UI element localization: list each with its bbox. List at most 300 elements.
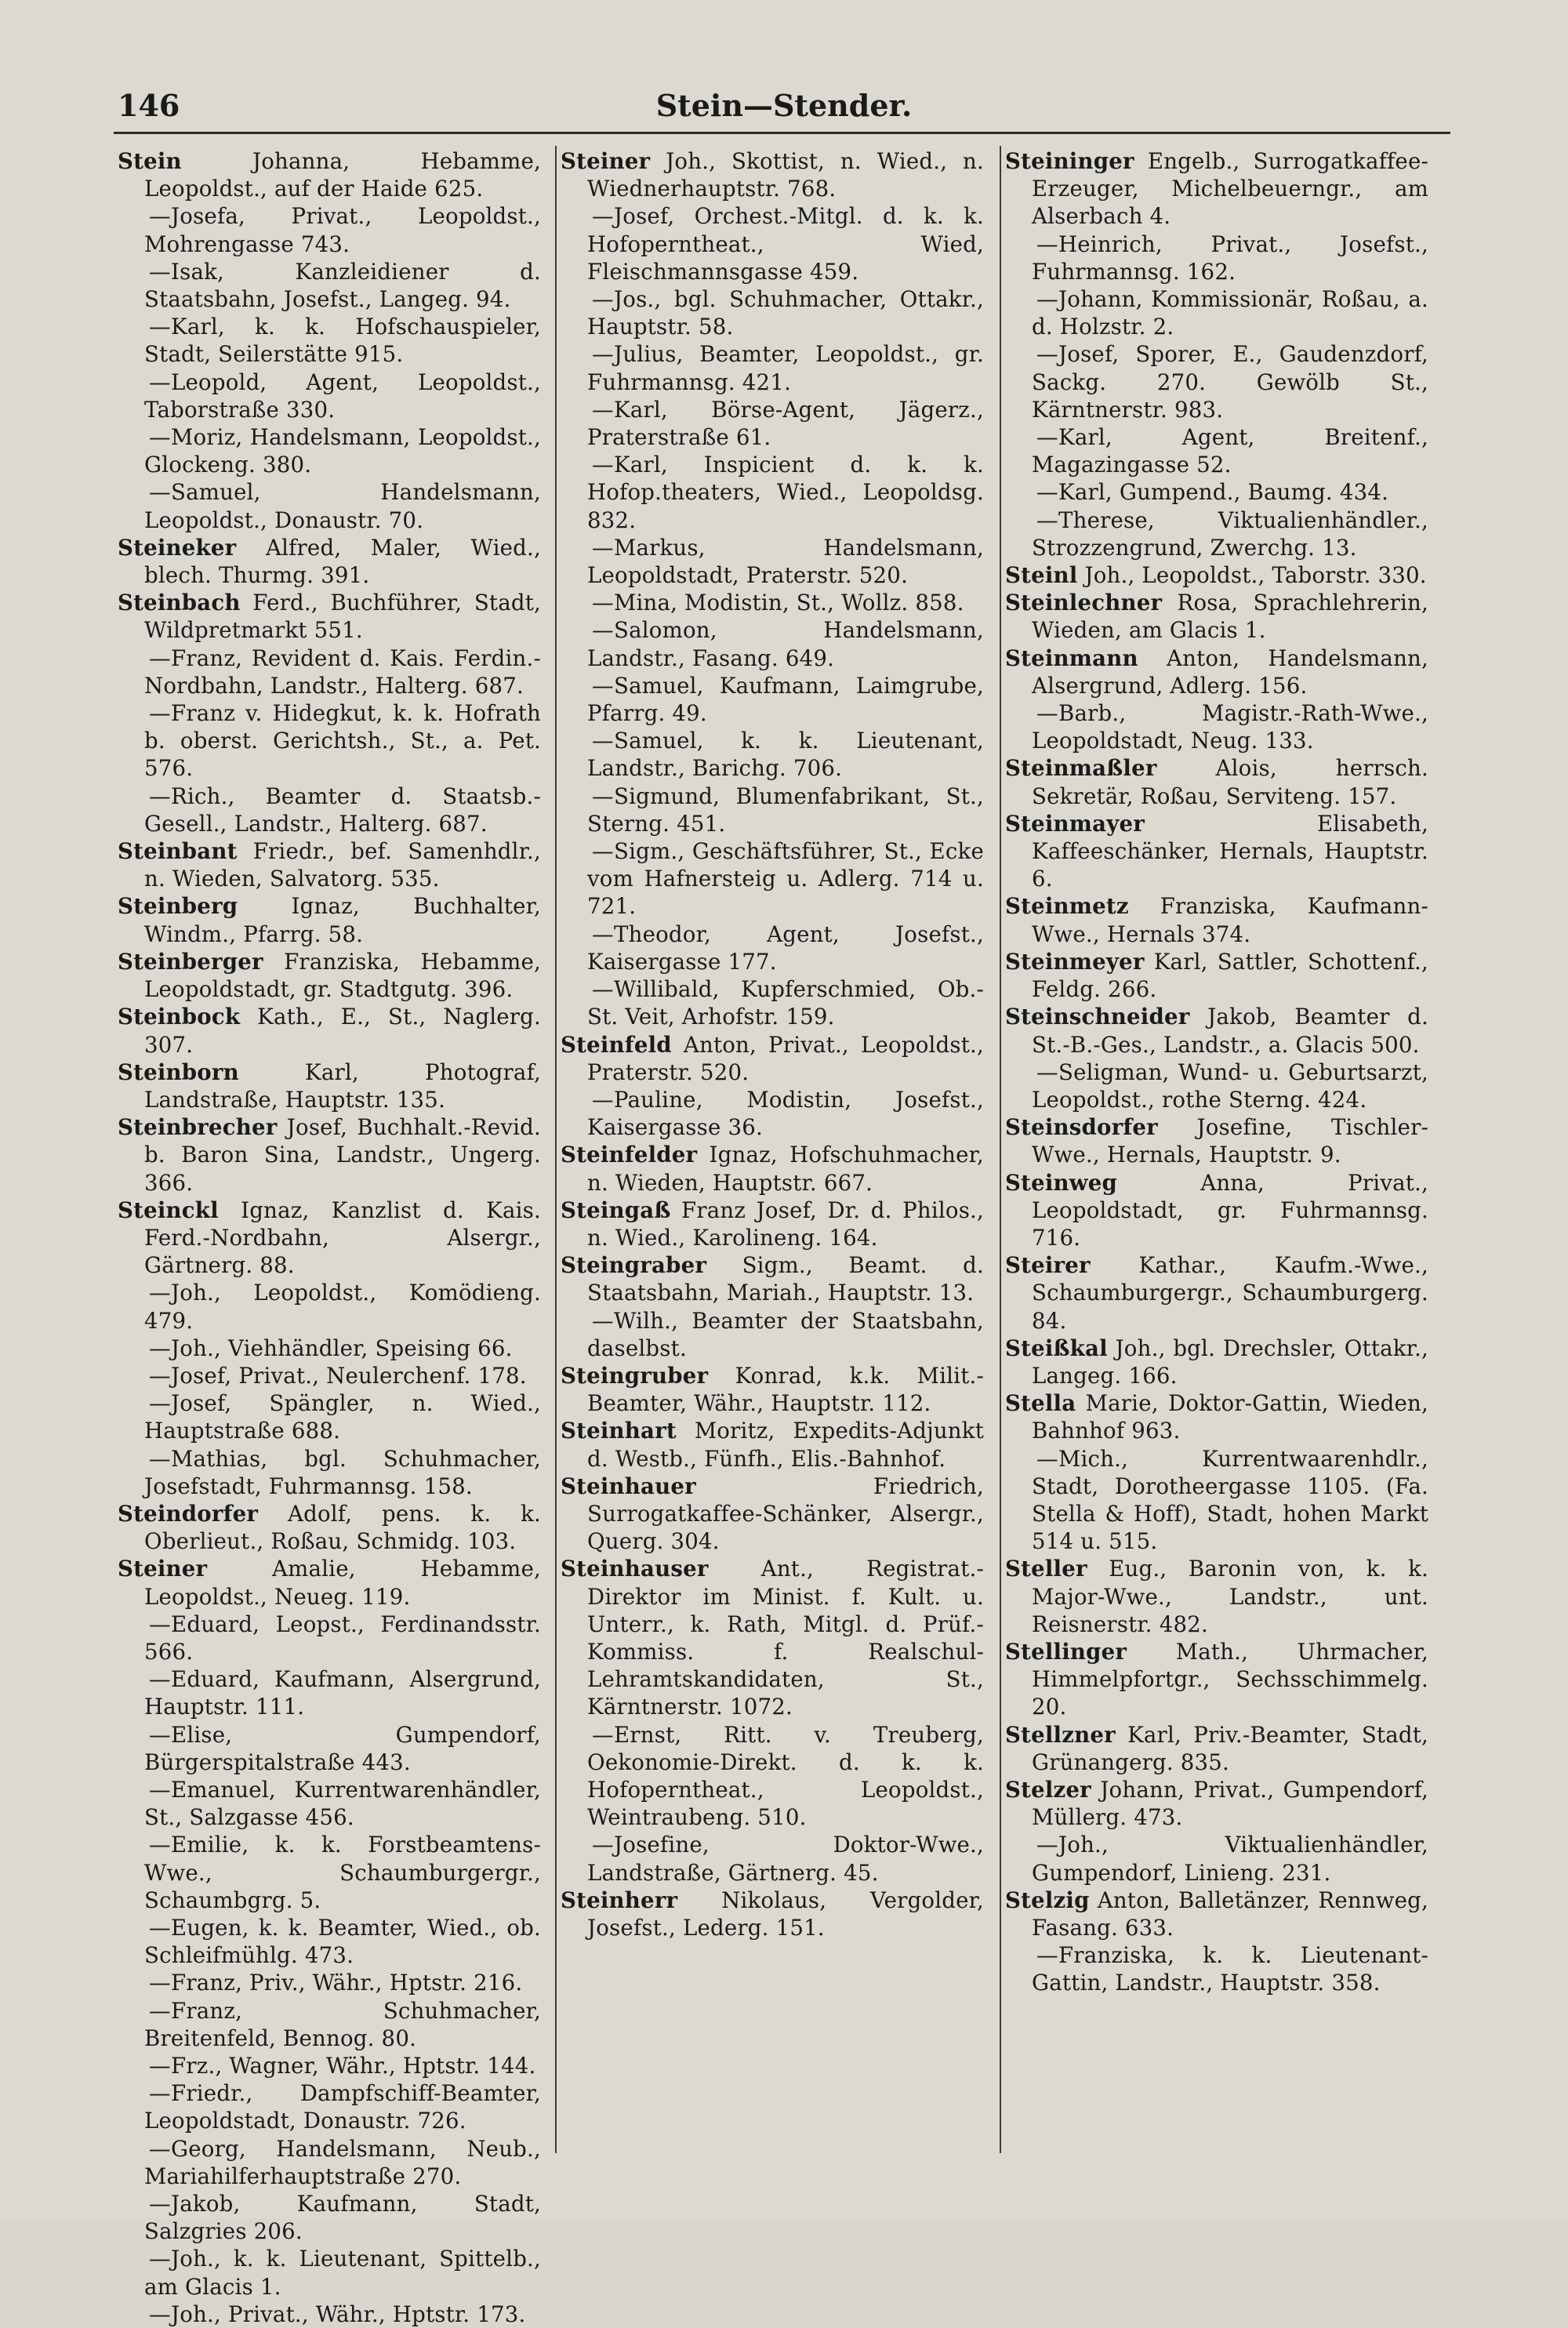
entry-text: Therese, Viktualienhändler., Strozzengrund, Zwerchg. 13. [1032,507,1428,561]
column-divider [555,146,557,2153]
directory-sub-entry [118,699,541,783]
directory-entry [561,1197,984,1251]
directory-entry [1005,1003,1428,1058]
directory-sub-entry [561,285,984,340]
directory-entry [1005,561,1428,589]
dash-glyph: — [1036,424,1058,451]
entry-text: Rich., Beamter d. Staatsb.-Gesell., Landstr., Halterg. 687. [144,783,541,837]
directory-entry [1005,1169,1428,1252]
dash-glyph: — [592,590,614,616]
entry-text: Franz, Schuhmacher, Breitenfeld, Bennog. 80. [144,1997,541,2051]
entry-surname: Steinhauser [561,1556,709,1582]
directory-entry [118,589,541,644]
entry-text: Joh., bgl. Drechsler, Ottakr., Langeg. 166. [1032,1335,1428,1389]
page-number: 146 [118,88,180,123]
column-right [1005,147,1428,1997]
directory-sub-entry [118,2301,541,2328]
directory-sub-entry [118,478,541,533]
directory-entry [1005,1555,1428,1638]
entry-text: Ernst, Ritt. v. Treuberg, Oekonomie-Direkt. d. k. k. Hofoperntheat., Leopoldst., Weintraubeng. 510. [587,1721,984,1831]
dash-glyph: — [592,672,614,699]
directory-entry [118,147,541,202]
entry-surname: Steinmeyer [1005,948,1145,975]
dash-glyph: — [149,1666,171,1693]
dash-glyph: — [149,1776,171,1803]
directory-sub-entry [561,1307,984,1362]
dash-glyph: — [1036,286,1058,313]
dash-glyph: — [149,479,171,506]
entry-text: Sigm., Beamt. d. Staatsbahn, Mariah., Hauptstr. 13. [587,1252,984,1306]
directory-entry [1005,1887,1428,1941]
entry-text: Marie, Doktor-Gattin, Wieden, Bahnhof 963. [1032,1390,1428,1444]
entry-text: Josef, Buchhalt.-Revid. b. Baron Sina, Landstr., Ungerg. 366. [144,1114,541,1196]
directory-sub-entry [561,451,984,534]
entry-text: Jos., bgl. Schuhmacher, Ottakr., Hauptstr. 58. [587,286,984,340]
entry-text: Willibald, Kupferschmied, Ob.-St. Veit, Arhofstr. 159. [587,976,984,1030]
directory-sub-entry [561,672,984,727]
dash-glyph: — [149,1445,171,1472]
directory-entry [1005,754,1428,809]
entry-text: Mich., Kurrentwaarenhdlr., Stadt, Dorotheergasse 1105. (Fa. Stella & Hoff), Stadt, hohen Markt 514 u. 515. [1032,1445,1428,1555]
dash-glyph: — [592,1086,614,1113]
dash-glyph: — [592,534,614,561]
dash-glyph: — [592,286,614,313]
dash-glyph: — [592,203,614,230]
directory-entry [1005,810,1428,893]
directory-sub-entry [1005,423,1428,478]
entry-surname: Steingraber [561,1252,707,1279]
entry-text: Karl, Priv.-Beamter, Stadt, Grünangerg. 835. [1032,1721,1428,1775]
dash-glyph: — [1036,1832,1058,1858]
directory-sub-entry [1005,231,1428,285]
entry-text: Wilh., Beamter der Staatsbahn, daselbst. [587,1307,984,1361]
entry-text: Eduard, Kaufmann, Alsergrund, Hauptstr. 111. [144,1666,541,1720]
running-title: Stein—Stender. [655,88,913,123]
entry-text: Johanna, Hebamme, Leopoldst., auf der Haide 625. [144,148,541,202]
entry-text: Julius, Beamter, Leopoldst., gr. Fuhrmannsg. 421. [587,341,984,395]
entry-text: Joh., Viehhändler, Speising 66. [171,1335,513,1361]
entry-surname: Stelzer [1005,1776,1091,1803]
entry-surname: Steinberger [118,948,263,975]
directory-sub-entry [561,837,984,921]
page-header [118,88,1450,127]
column-divider [1000,146,1001,2153]
entry-surname: Steinhart [561,1418,677,1444]
entry-text: Emilie, k. k. Forstbeamtens-Wwe., Schaumburgergr., Schaumbgrg. 5. [144,1832,541,1913]
entry-surname: Steinschneider [1005,1004,1190,1030]
entry-surname: Steininger [1005,148,1134,174]
entry-text: Moriz, Handelsmann, Leopoldst., Glockeng. 380. [144,424,541,478]
entry-text: Ignaz, Hofschuhmacher, n. Wieden, Hauptstr. 667. [587,1142,984,1196]
dash-glyph: — [149,700,171,727]
dash-glyph: — [592,783,614,809]
dash-glyph: — [149,1611,171,1637]
entry-text: Math., Uhrmacher, Himmelpfortgr., Sechsschimmelg. 20. [1032,1638,1428,1720]
entry-surname: Steingruber [561,1362,709,1389]
entry-text: Eugen, k. k. Beamter, Wied., ob. Schleifmühlg. 473. [144,1915,541,1969]
entry-surname: Steinsdorfer [1005,1114,1158,1141]
directory-entry [561,1887,984,1941]
column-middle [561,147,984,1941]
dash-glyph: — [149,1970,171,1996]
directory-sub-entry [561,396,984,451]
dash-glyph: — [149,314,171,340]
directory-sub-entry [561,921,984,975]
directory-sub-entry [118,423,541,478]
entry-text: Franz v. Hidegkut, k. k. Hofrath b. oberst. Gerichtsh., St., a. Pet. 576. [144,700,541,782]
entry-surname: Steinhauer [561,1473,696,1499]
directory-sub-entry [118,1665,541,1720]
entry-text: Karl, Agent, Breitenf., Magazingasse 52. [1032,424,1428,478]
directory-entry [561,1251,984,1306]
entry-surname: Steinbock [118,1004,241,1030]
directory-entry [118,1555,541,1610]
entry-text: Josef, Privat., Neulerchenf. 178. [171,1362,527,1389]
directory-sub-entry [118,2245,541,2300]
directory-entry [561,147,984,202]
directory-sub-entry [118,1997,541,2052]
entry-surname: Steineker [118,534,237,561]
entry-text: Salomon, Handelsmann, Landstr., Fasang. 649. [587,617,984,671]
dash-glyph: — [149,2080,171,2107]
dash-glyph: — [149,783,171,809]
directory-sub-entry [118,2052,541,2079]
dash-glyph: — [149,1362,171,1389]
entry-surname: Steinbrecher [118,1114,278,1141]
dash-glyph: — [1036,479,1058,506]
dash-glyph: — [149,258,171,285]
directory-sub-entry [1005,1445,1428,1556]
entry-text: Rosa, Sprachlehrerin, Wieden, am Glacis 1. [1032,590,1428,644]
dash-glyph: — [1036,231,1058,257]
entry-surname: Stelzig [1005,1887,1090,1913]
entry-text: Karl, Gumpend., Baumg. 434. [1058,479,1389,506]
directory-sub-entry [118,2135,541,2190]
directory-entry [1005,1251,1428,1335]
directory-entry [118,1113,541,1197]
directory-sub-entry [118,1335,541,1362]
directory-sub-entry [118,1969,541,1996]
entry-text: Josef, Sporer, E., Gaudenzdorf, Sackg. 270. Gewölb St., Kärntnerstr. 983. [1032,341,1428,423]
entry-surname: Stella [1005,1390,1076,1417]
dash-glyph: — [1036,341,1058,368]
directory-sub-entry [561,1086,984,1141]
dash-glyph: — [592,341,614,368]
directory-entry [1005,1776,1428,1831]
entry-text: Kathar., Kaufm.-Wwe., Schaumburgergr., Schaumburgerg. 84. [1032,1252,1428,1334]
entry-text: Kath., E., St., Naglerg. 307. [144,1004,541,1058]
entry-text: Isak, Kanzleidiener d. Staatsbahn, Josefst., Langeg. 94. [144,258,541,313]
entry-surname: Steinmann [1005,645,1138,671]
entry-surname: Steiner [118,1556,208,1582]
dash-glyph: — [149,1915,171,1941]
dash-glyph: — [592,617,614,644]
dash-glyph: — [149,424,171,451]
entry-text: Leopold, Agent, Leopoldst., Taborstraße 330. [144,369,541,423]
entry-text: Ignaz, Kanzlist d. Kais. Ferd.-Nordbahn, Alsergr., Gärtnerg. 88. [144,1197,541,1279]
dash-glyph: — [1036,700,1058,727]
entry-text: Moritz, Expedits-Adjunkt d. Westb., Fünfh., Elis.-Bahnhof. [587,1418,984,1472]
entry-surname: Steinl [1005,562,1078,589]
entry-text: Joh., Privat., Währ., Hptstr. 173. [171,2301,526,2327]
dash-glyph: — [592,1832,614,1858]
entry-surname: Steiner [561,148,651,174]
directory-entry [1005,1721,1428,1776]
directory-sub-entry [118,258,541,313]
directory-entry [1005,1113,1428,1168]
directory-entry [561,1555,984,1720]
dash-glyph: — [149,2191,171,2217]
directory-sub-entry [561,975,984,1030]
entry-text: Mathias, bgl. Schuhmacher, Josefstadt, Fuhrmannsg. 158. [144,1445,541,1499]
directory-sub-entry [118,1914,541,1969]
entry-surname: Steinweg [1005,1169,1117,1196]
entry-text: Nikolaus, Vergolder, Josefst., Lederg. 151. [587,1887,984,1941]
entry-text: Heinrich, Privat., Josefst., Fuhrmannsg. 162. [1032,231,1428,285]
entry-surname: Steirer [1005,1252,1091,1279]
dash-glyph: — [149,1280,171,1306]
directory-sub-entry [118,783,541,837]
dash-glyph: — [149,1997,171,2024]
directory-sub-entry [561,534,984,589]
directory-sub-entry [1005,1831,1428,1886]
entry-text: Joh., Leopoldst., Taborstr. 330. [1077,562,1427,589]
entry-text: Samuel, k. k. Lieutenant, Landstr., Barichg. 706. [587,728,984,782]
dash-glyph: — [1036,1445,1058,1472]
entry-text: Mina, Modistin, St., Wollz. 858. [614,590,964,616]
entry-text: Friedr., Dampfschiff-Beamter, Leopoldstadt, Donaustr. 726. [144,2080,541,2134]
directory-entry [118,1197,541,1280]
directory-sub-entry [118,1445,541,1500]
directory-entry [118,837,541,892]
dash-glyph: — [1036,507,1058,533]
dash-glyph: — [149,1335,171,1361]
dash-glyph: — [592,452,614,478]
directory-sub-entry [1005,507,1428,561]
entry-text: Jakob, Beamter d. St.-B.-Ges., Landstr., a. Glacis 500. [1032,1004,1428,1058]
entry-text: Georg, Handelsmann, Neub., Mariahilferhauptstraße 270. [144,2135,541,2189]
directory-sub-entry [118,1831,541,1914]
dash-glyph: — [592,976,614,1003]
directory-entry [118,1500,541,1555]
entry-text: Engelb., Surrogatkaffee-Erzeuger, Michelbeuerngr., am Alserbach 4. [1032,148,1428,230]
dash-glyph: — [592,838,614,865]
dash-glyph: — [1036,1942,1058,1969]
entry-text: Karl, Inspicient d. k. k. Hofop.theaters, Wied., Leopoldsg. 832. [587,452,984,533]
entry-surname: Steller [1005,1556,1087,1582]
entry-text: Josef, Spängler, n. Wied., Hauptstraße 688. [144,1390,541,1444]
entry-surname: Steinbach [118,590,241,616]
directory-entry [118,948,541,1003]
directory-sub-entry [561,1721,984,1832]
entry-text: Elise, Gumpendorf, Bürgerspitalstraße 443. [144,1721,541,1775]
directory-sub-entry [1005,340,1428,423]
entry-text: Franz, Priv., Währ., Hptstr. 216. [171,1970,523,1996]
dash-glyph: — [149,2301,171,2327]
directory-sub-entry [118,645,541,699]
entry-text: Adolf, pens. k. k. Oberlieut., Roßau, Schmidg. 103. [144,1500,541,1555]
entry-text: Franziska, k. k. Lieutenant-Gattin, Landstr., Hauptstr. 358. [1032,1942,1428,1996]
entry-text: Josefine, Doktor-Wwe., Landstraße, Gärtnerg. 45. [587,1832,984,1886]
entry-text: Konrad, k.k. Milit.-Beamter, Währ., Hauptstr. 112. [587,1362,984,1417]
directory-sub-entry [1005,1059,1428,1113]
dash-glyph: — [1036,1059,1058,1085]
entry-text: Ant., Registrat.-Direktor im Minist. f. Kult. u. Unterr., k. Rath, Mitgl. d. Prüf.-Kommiss. f. Realschul-Lehramtskandidaten, St., Kärntnerstr. 1072. [587,1556,984,1720]
entry-text: Jakob, Kaufmann, Stadt, Salzgries 206. [144,2191,541,2245]
entry-text: Johann, Privat., Gumpendorf, Müllerg. 473. [1032,1776,1428,1831]
dash-glyph: — [592,1721,614,1748]
entry-text: Franziska, Hebamme, Leopoldstadt, gr. Stadtgutg. 396. [144,948,541,1003]
directory-sub-entry [561,783,984,837]
directory-sub-entry [561,616,984,671]
directory-sub-entry [118,202,541,257]
entry-text: Franz Josef, Dr. d. Philos., n. Wied., Karolineng. 164. [587,1197,984,1251]
entry-text: Pauline, Modistin, Josefst., Kaisergasse 36. [587,1086,984,1141]
entry-surname: Steingaß [561,1197,671,1223]
entry-surname: Steinfelder [561,1142,698,1168]
entry-text: Josefa, Privat., Leopoldst., Mohrengasse 743. [144,203,541,257]
dash-glyph: — [149,1390,171,1417]
directory-entry [561,1362,984,1417]
entry-text: Joh., Viktualienhändler, Gumpendorf, Linieng. 231. [1032,1832,1428,1886]
entry-text: Amalie, Hebamme, Leopoldst., Neueg. 119. [144,1556,541,1610]
directory-sub-entry [561,340,984,395]
entry-surname: Steinmaßler [1005,755,1157,782]
directory-sub-entry [561,727,984,782]
directory-sub-entry [561,202,984,285]
directory-sub-entry [118,1611,541,1665]
directory-sub-entry [118,1389,541,1444]
directory-sub-entry [118,2079,541,2134]
entry-text: Karl, Sattler, Schottenf., Feldg. 266. [1032,948,1428,1003]
entry-text: Friedr., bef. Samenhdlr., n. Wieden, Salvatorg. 535. [144,838,541,892]
entry-text: Samuel, Kaufmann, Laimgrube, Pfarrg. 49. [587,672,984,727]
entry-text: Emanuel, Kurrentwarenhändler, St., Salzgasse 456. [144,1776,541,1831]
entry-text: Anton, Handelsmann, Alsergrund, Adlerg. 156. [1032,645,1428,699]
entry-text: Barb., Magistr.-Rath-Wwe., Leopoldstadt, Neug. 133. [1032,700,1428,754]
directory-sub-entry [118,1279,541,1334]
dash-glyph: — [149,2135,171,2162]
entry-text: Joh., k. k. Lieutenant, Spittelb., am Glacis 1. [144,2246,541,2300]
entry-surname: Steinlechner [1005,590,1163,616]
dash-glyph: — [149,2053,171,2079]
entry-text: Frz., Wagner, Währ., Hptstr. 144. [171,2053,536,2079]
entry-surname: Steinberg [118,893,238,920]
directory-entry [1005,1335,1428,1389]
entry-surname: Stellzner [1005,1721,1116,1748]
dash-glyph: — [592,1307,614,1334]
directory-entry [1005,147,1428,231]
directory-sub-entry [118,313,541,368]
entry-surname: Stellinger [1005,1638,1127,1665]
entry-surname: Steinherr [561,1887,678,1913]
entry-surname: Steißkal [1005,1335,1108,1361]
directory-sub-entry [118,2190,541,2245]
entry-surname: Steinborn [118,1059,239,1085]
directory-sub-entry [118,1776,541,1831]
entry-text: Seligman, Wund- u. Geburtsarzt, Leopoldst., rothe Sterng. 424. [1032,1059,1428,1113]
directory-entry [1005,645,1428,699]
directory-entry [118,1003,541,1058]
entry-text: Alfred, Maler, Wied., blech. Thurmg. 391. [144,534,541,589]
dash-glyph: — [592,921,614,947]
directory-sub-entry [561,589,984,616]
dash-glyph: — [592,396,614,423]
entry-text: Friedrich, Surrogatkaffee-Schänker, Alsergr., Querg. 304. [587,1473,984,1555]
directory-entry [561,1473,984,1556]
entry-text: Samuel, Handelsmann, Leopoldst., Donaustr. 70. [144,479,541,533]
column-left [118,147,541,2328]
directory-entry [1005,948,1428,1003]
entry-surname: Steinbant [118,838,238,865]
entry-text: Markus, Handelsmann, Leopoldstadt, Praterstr. 520. [587,534,984,589]
entry-text: Joh., Leopoldst., Komödieng. 479. [144,1280,541,1334]
directory-entry [1005,589,1428,644]
entry-text: Elisabeth, Kaffeeschänker, Hernals, Hauptstr. 6. [1032,810,1428,892]
entry-text: Sigm., Geschäftsführer, St., Ecke vom Hafnersteig u. Adlerg. 714 u. 721. [587,838,984,920]
entry-text: Sigmund, Blumenfabrikant, St., Sterng. 451. [587,783,984,837]
entry-text: Karl, Photograf, Landstraße, Hauptstr. 135. [144,1059,541,1113]
dash-glyph: — [149,1721,171,1748]
entry-text: Eduard, Leopst., Ferdinandsstr. 566. [144,1611,541,1665]
directory-entry [1005,1389,1428,1444]
entry-surname: Stein [118,148,182,174]
directory-sub-entry [561,1831,984,1886]
entry-surname: Steinfeld [561,1031,672,1058]
entry-text: Joh., Skottist, n. Wied., n. Wiednerhauptstr. 768. [587,148,984,202]
entry-text: Franziska, Kaufmann-Wwe., Hernals 374. [1032,893,1428,947]
directory-entry [118,892,541,947]
entry-text: Franz, Revident d. Kais. Ferdin.-Nordbahn, Landstr., Halterg. 687. [144,645,541,699]
header-rule [114,132,1450,134]
directory-sub-entry [118,369,541,423]
directory-sub-entry [118,1362,541,1389]
directory-entry [561,1031,984,1086]
directory-sub-entry [1005,478,1428,506]
entry-text: Ferd., Buchführer, Stadt, Wildpretmarkt 551. [144,590,541,644]
dash-glyph: — [149,2246,171,2272]
entry-text: Johann, Kommissionär, Roßau, a. d. Holzstr. 2. [1032,286,1428,340]
directory-entry [1005,892,1428,947]
dash-glyph: — [149,1832,171,1858]
entry-text: Ignaz, Buchhalter, Windm., Pfarrg. 58. [144,893,541,947]
entry-text: Theodor, Agent, Josefst., Kaisergasse 177. [587,921,984,975]
directory-sub-entry [1005,699,1428,754]
directory-entry [118,1059,541,1113]
directory-entry [561,1141,984,1196]
dash-glyph: — [149,645,171,671]
entry-text: Anton, Privat., Leopoldst., Praterstr. 520. [587,1031,984,1085]
entry-surname: Steinckl [118,1197,219,1223]
directory-sub-entry [118,1721,541,1776]
entry-text: Anna, Privat., Leopoldstadt, gr. Fuhrmannsg. 716. [1032,1169,1428,1251]
entry-text: Josef, Orchest.-Mitgl. d. k. k. Hofoperntheat., Wied, Fleischmannsgasse 459. [587,203,984,285]
directory-entry [1005,1638,1428,1721]
entry-surname: Steindorfer [118,1500,259,1527]
directory-entry [118,534,541,589]
entry-text: Alois, herrsch. Sekretär, Roßau, Serviteng. 157. [1032,755,1428,809]
directory-sub-entry [1005,285,1428,340]
dash-glyph: — [149,369,171,395]
entry-text: Eug., Baronin von, k. k. Major-Wwe., Landstr., unt. Reisnerstr. 482. [1032,1556,1428,1637]
entry-text: Josefine, Tischler-Wwe., Hernals, Hauptstr. 9. [1032,1114,1428,1168]
entry-surname: Steinmetz [1005,893,1129,920]
entry-surname: Steinmayer [1005,810,1145,837]
directory-sub-entry [1005,1941,1428,1996]
entry-text: Anton, Balletänzer, Rennweg, Fasang. 633. [1032,1887,1428,1941]
entry-text: Karl, Börse-Agent, Jägerz., Praterstraße 61. [587,396,984,451]
dash-glyph: — [149,203,171,230]
